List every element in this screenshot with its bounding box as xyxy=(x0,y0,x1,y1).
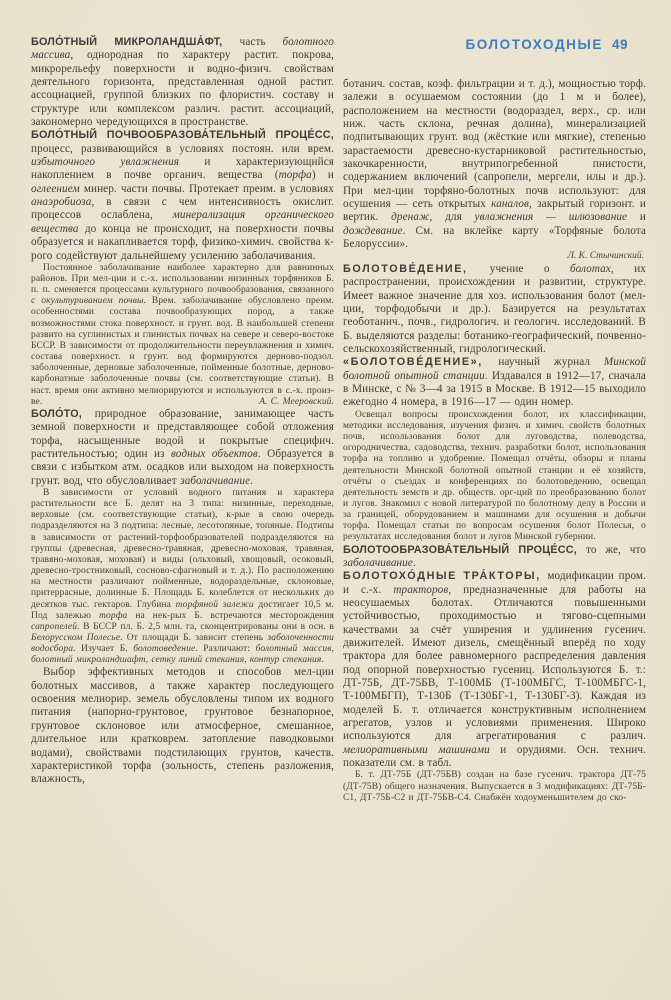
text-run: процесс, развивающийся в условиях постоян. или врем. xyxy=(31,142,334,155)
text-run: то же, что xyxy=(586,543,646,556)
text-run: . Различают: xyxy=(195,644,256,655)
left-column xyxy=(31,36,334,804)
paragraph-postoyannoe-zabolachivanie xyxy=(31,263,334,408)
entry-headword: БОЛОТОВЕ́ДЕНИЕ, xyxy=(343,262,490,275)
text-run: часть xyxy=(239,36,283,48)
text-run: , однородная по характеру растит. покрова, микрорельефу поверхности и водно-физич. свойствам деятельного горизонта, представленная одной растит. ассоциацией, группой близких по флористич. составу и структуре или комплексом различ. растит. ассоциаций, закономерно чередующихся в пространстве. xyxy=(31,49,334,129)
italic-term: болотный массив, болотный микроландшафт, сетку линий стекания, контур стекания xyxy=(31,644,334,666)
text-run: Л. К. Стычинский. xyxy=(567,251,644,262)
text-run: . Издавался в 1912—17, сначала в Минске, с № 3—4 за 1915 в Москве. В 1912—15 выходило ежегодно 4 номера, в 1916—17 — один номер. xyxy=(343,369,646,409)
text-run: В зависимости от условий водного питания и характера растительности все Б. делят на 3 типа: низинные, переходные, верховые (см. соответствующие статьи), к-рые в свою очередь подразделяются на 3 подтипа: лесные, лесотопяные, топяные. Подтипы в зависимости от растений-торфообразователей подразделяются на группы (древесная, древесно-травяная, древесно-моховая, травяная, травяно-моховая, моховая) и виды (ольховый, хвощовый, осоковый, древесно-тростниковый, сосново-сфагновый и т. д.). По расположению на местности различают пойменные, водораздельные, склоновые, притеррасные, долинные Б. Площадь Б. колеблется от нескольких до десятков тыс. гектаров. Глубина xyxy=(31,487,334,610)
italic-term: тракторов xyxy=(393,583,449,596)
running-head xyxy=(465,37,628,52)
entry-bolotoobrazovatelny-process xyxy=(343,544,646,571)
two-column-layout xyxy=(31,36,648,804)
entry-headword: БОЛО́ТО, xyxy=(31,407,95,420)
italic-term: торфа xyxy=(99,610,128,621)
running-head-title: БОЛОТОХОДНЫЕ xyxy=(465,37,603,52)
text-run: ботанич. состав, коэф. фильтрации и т. д.), мощностью торф. залежи в осушаемом состоянии (до 1 м и более), расположением на местности (водораздел, верх., ср. или ниж. часть склона, речная долина), минерализацией подпитывающих грунт. вод (жёсткие или мягкие), степенью зарастаемости древесно-кустарниковой растительностью, закочкаренности, внутрипогребенной пнистости, содержанием включений (сапропели, мергели, илы и др.). При мел-ции торфяно-болотных почв используют: для осушения — сеть открытых xyxy=(343,78,646,211)
paragraph-vybor-metodov xyxy=(31,666,334,786)
text-run: , в связи с чем интенсивность окислит. процессов ослаблена, xyxy=(31,196,334,222)
text-run: , их распространении, происхождении и развитии, структуре. Имеет важное значение для хоз. использования болот (мел-ции, торфодобычи и др.). Базируется на результатах геоботанич., почв., гидрологич. и геологич. исследований. В Б. выделяются разделы: ботанико-географический, почвенно-сельскохозяйственный, гидрологический. xyxy=(343,262,646,356)
italic-term: каналов xyxy=(491,198,530,211)
text-run: и xyxy=(627,211,646,224)
text-run: . xyxy=(250,474,254,487)
entry-bolotovedenie xyxy=(343,263,646,356)
text-run: до конца не происходит, на поверхности почвы образуется и накапливается торф, физико-химич. свойства к-рого содействуют дальнейшему усилению заболачивания. xyxy=(31,222,334,262)
entry-boloto xyxy=(31,408,334,488)
entry-headword: БОЛО́ТНЫЙ ПОЧВООБРАЗОВА́ТЕЛЬНЫЙ ПРОЦЕ́СС, xyxy=(31,129,334,142)
entry-bolotovedenie-zhurnal xyxy=(343,356,646,409)
text-run: . Образуется в связи с избытком атм. осадков или выходом на поверхность грунт. вод, что обусловливает xyxy=(31,447,334,487)
italic-term: избыточного увлажнения xyxy=(31,156,180,169)
entry-headword: БОЛОТОХО́ДНЫЕ ТРА́КТОРЫ, xyxy=(343,570,548,583)
text-run: . См. на вклейке карту «Торфяные болота Белоруссии». xyxy=(343,224,646,251)
italic-term: заболачивание xyxy=(343,556,413,569)
author-signature-line xyxy=(343,251,646,263)
text-run: на нек-рых Б. встречаются месторождения xyxy=(127,610,334,621)
italic-term: болотах xyxy=(570,262,611,275)
paragraph-continuation-botanich-sostav xyxy=(343,78,646,251)
text-run: , предназначенные для работы на неосушаемых болотах. Отличаются повышенными устойчивостью, проходимостью и тягово-сцепными качествами за счёт уширения и удлинения гусенич. движителей. Имеют дизель, смещённый вперёд по ходу трактора для более равномерного распределения давления под опорной поверхностью гусениц. Используются Б. т.: ДТ-75Б, ДТ-75БВ, Т-100МБ (Т-100МБГС, Т-100МБГС-1, Т-100МБГП), Т-130Б (Т-130БГ-1, Т-130БГ-3). Каждая из моделей Б. т. отличается конструктивным исполнением агрегатов, узлов и условиями применения. Широко используются для агрегатирования с различ. xyxy=(343,583,646,743)
text-run: , для xyxy=(429,211,475,224)
entry-headword: БОЛОТООБРАЗОВА́ТЕЛЬНЫЙ ПРОЦЕ́СС, xyxy=(343,543,586,556)
text-run: , закрытый горизонт. и вертик. xyxy=(343,198,646,224)
text-run: научный журнал xyxy=(498,356,604,369)
author-signature: А. С. Мееровский. xyxy=(259,396,334,407)
italic-term: минерализация органического вещества xyxy=(31,209,334,235)
text-run: и орудиями. Осн. технич. показатели см. в табл. xyxy=(343,743,646,770)
text-run: . В БССР пл. Б. 2,5 млн. га, сконцентрированы они в осн. в xyxy=(77,621,334,632)
text-run: Постоянное заболачивание наиболее характерно для равнинных районов. При мел-ции и с.-х. использовании низинных торфяников Б. п. п. сменяется процессами культурного почвообразования, связанного с xyxy=(31,262,334,307)
entry-bolotny-mikrolandshaft xyxy=(31,36,334,129)
italic-term: торфяной залежи xyxy=(175,599,254,610)
text-run: достигает 10,5 м. Под залежью xyxy=(31,599,334,621)
entry-headword: «БОЛОТОВЕ́ДЕНИЕ», xyxy=(343,356,499,369)
text-run: учение о xyxy=(489,262,571,275)
paragraph-dt-75b xyxy=(343,770,646,803)
text-run: модификации пром. и с.-х. xyxy=(343,570,646,596)
text-run: . Изучает Б. xyxy=(73,644,134,655)
italic-term: оглеением xyxy=(31,182,80,195)
italic-term: торфа xyxy=(278,169,312,182)
italic-term: мелиоративными машинами xyxy=(343,743,490,756)
text-run: Б. т. ДТ-75Б (ДТ-75БВ) создан на базе гусенич. трактора ДТ-75 (ДТ-75В) общего назначения. Выпускается в 3 модификациях: ДТ-75Б-С1, ДТ-75Б-С2 и ДТ-75БВ-С4. Снабжён ходоуменьшителем до ско- xyxy=(343,770,646,803)
text-run: Освещал вопросы происхождения болот, их классификации, методики исследования, изучения физич. и химич. свойств болотных почв, использования болот для луговодства, полеводства, огородничества, садоводства, технич. разработки болот, использования торфа на топливо и удобрение. Помещал отчёты, обзоры и планы деятельности Минской болотной опытной станции и её хозяйств, отчёты о съездах и конференциях по болотоведению, освещал деятельность земств и др. обществ. орг-ций по преобразованию болот и лугов. Знакомил с новой литературой по болотному делу в России и за границей, оборудованием и машинами для осушения и добычи торфа. Помещал статьи по вопросам осушения болот Полесья, о результатах исследования болот и лугов Минской губернии. xyxy=(343,409,646,543)
text-run: и характеризующийся накоплением в почве органич. вещества ( xyxy=(31,156,335,182)
entry-bolotny-pochvoobrazovatelny-process xyxy=(31,129,334,262)
text-run: . xyxy=(321,655,324,666)
italic-term: анаэробиоза xyxy=(31,196,92,209)
right-column xyxy=(343,36,646,804)
italic-term: болотного массива xyxy=(31,36,334,62)
text-run: ) и xyxy=(311,169,334,182)
text-run: . xyxy=(412,556,416,569)
italic-term: водных объектов xyxy=(170,447,258,460)
text-run: природное образование, занимающее часть земной поверхности и представляющее собой отложения торфа, насыщенные водой и покрытые специфич. растительностью; один из xyxy=(31,407,334,460)
italic-term: дождевание xyxy=(343,224,403,237)
italic-term: Белорусском Полесье xyxy=(31,632,121,643)
italic-term: дренаж xyxy=(391,211,430,224)
text-run: . Врем. заболачивание обусловлено преим. особенностями состава почвообразующих пород, а также возможностями стока поверхност. и грунт. вод. В наибольшей степени развито на суглинистых и глинистых почвах на севере и северо-востоке БССР. В зависимости от продолжительности переувлажнения и химич. состава поверхност. и грунт. вод формируются дерново-подзол. заболоченные, дерновые заболоченные, пойменные болотные, дерново-карбонатные заболоченные почвы (см. соответствующие статьи). В наст. время они активно мелиорируются и используются в с.-х. произ-ве. xyxy=(31,296,334,407)
text-run: Выбор эффективных методов и способов мел-ции болотных массивов, а также характер последующего освоения мелиорир. земель обусловлены типом их водного питания (напорно-грунтовое, грунтовое безнапорное, грунтовое склоновое или атмосферное, смешанное, длительное или кратковрем. затопление паводковыми водами), свойствами подстилающих грунтов, качеств. характеристикой торфа (зольность, степень разложения, влажность, xyxy=(31,666,334,786)
entry-headword: БОЛО́ТНЫЙ МИКРОЛАНДША́ФТ, xyxy=(31,36,240,48)
italic-term: сапропелей xyxy=(31,621,78,632)
italic-term: заболачивание xyxy=(180,474,251,487)
italic-term: болотоведение xyxy=(133,644,196,655)
entry-bolotokhodnye-traktory xyxy=(343,570,646,770)
paragraph-osveshal-voprosy xyxy=(343,410,646,544)
text-run: . От площади Б. зависит степень xyxy=(120,632,268,643)
italic-term: Минской болотной опытной станции xyxy=(343,356,646,382)
italic-term: увлажнения — шлюзование xyxy=(474,211,628,224)
text-run: минер. части почвы. Протекает преим. в условиях xyxy=(79,182,334,195)
paragraph-tipy-bolot xyxy=(31,488,334,667)
italic-term: заболоченности водосбора xyxy=(31,632,334,655)
page-number: 49 xyxy=(611,37,628,52)
italic-term: окультуриванием почвы xyxy=(41,296,144,307)
